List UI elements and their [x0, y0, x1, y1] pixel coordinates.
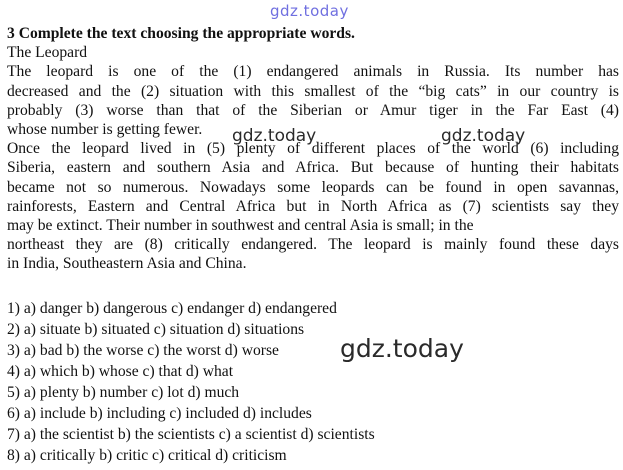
option-line: 3) a) bad b) the worse c) the worst d) worse — [7, 342, 279, 359]
text-line: may be extinct. Their number in southwest and central Asia is small; in the — [7, 216, 474, 234]
option-line: 1) a) danger b) dangerous c) endanger d) endangered — [7, 300, 337, 317]
watermark-large: gdz.today — [340, 334, 464, 363]
option-line: 8) a) critically b) critic c) critical d) criticism — [7, 447, 287, 464]
text-line: probably (3) worse than that of the Siberian or Amur tiger in the Far East (4) — [7, 101, 619, 119]
option-line: 6) a) include b) including c) included d) includes — [7, 405, 312, 422]
text-line: northeast they are (8) critically endangered. The leopard is mainly found these days — [7, 236, 619, 254]
answer-options — [7, 298, 375, 466]
text-line: Siberia, eastern and southern Asia and Africa. But because of hunting their habitats — [7, 159, 619, 177]
text-line: in India, Southeastern Asia and China. — [7, 255, 247, 273]
exercise-text — [7, 24, 619, 273]
watermark-mid-right: gdz.today — [441, 126, 526, 146]
text-line: The leopard is one of the (1) endangered animals in Russia. Its number has — [7, 63, 619, 81]
text-line: rainforests, Eastern and Central Africa but in North Africa as (7) scientists say they — [7, 197, 619, 215]
option-line: 4) a) which b) whose c) that d) what — [7, 363, 234, 380]
exercise-heading: 3 Complete the text choosing the appropriate words. — [7, 25, 355, 42]
watermark-top: gdz.today — [270, 2, 349, 20]
option-line: 2) a) situate b) situated c) situation d) situations — [7, 321, 305, 338]
option-line: 7) a) the scientist b) the scientists c) a scientist d) scientists — [7, 426, 375, 443]
text-line: decreased and the (2) situation with this smallest of the “big cats” in our country is — [7, 82, 619, 100]
option-line: 5) a) plenty b) number c) lot d) much — [7, 384, 240, 401]
text-title: The Leopard — [7, 44, 88, 62]
text-line: became not so numerous. Nowadays some leopards can be found in open savannas, — [7, 178, 619, 196]
text-line: Once the leopard lived in (5) plenty of different places of the world (6) including — [7, 140, 619, 158]
text-line: whose number is getting fewer. — [7, 120, 203, 138]
watermark-mid-left: gdz.today — [232, 126, 317, 146]
